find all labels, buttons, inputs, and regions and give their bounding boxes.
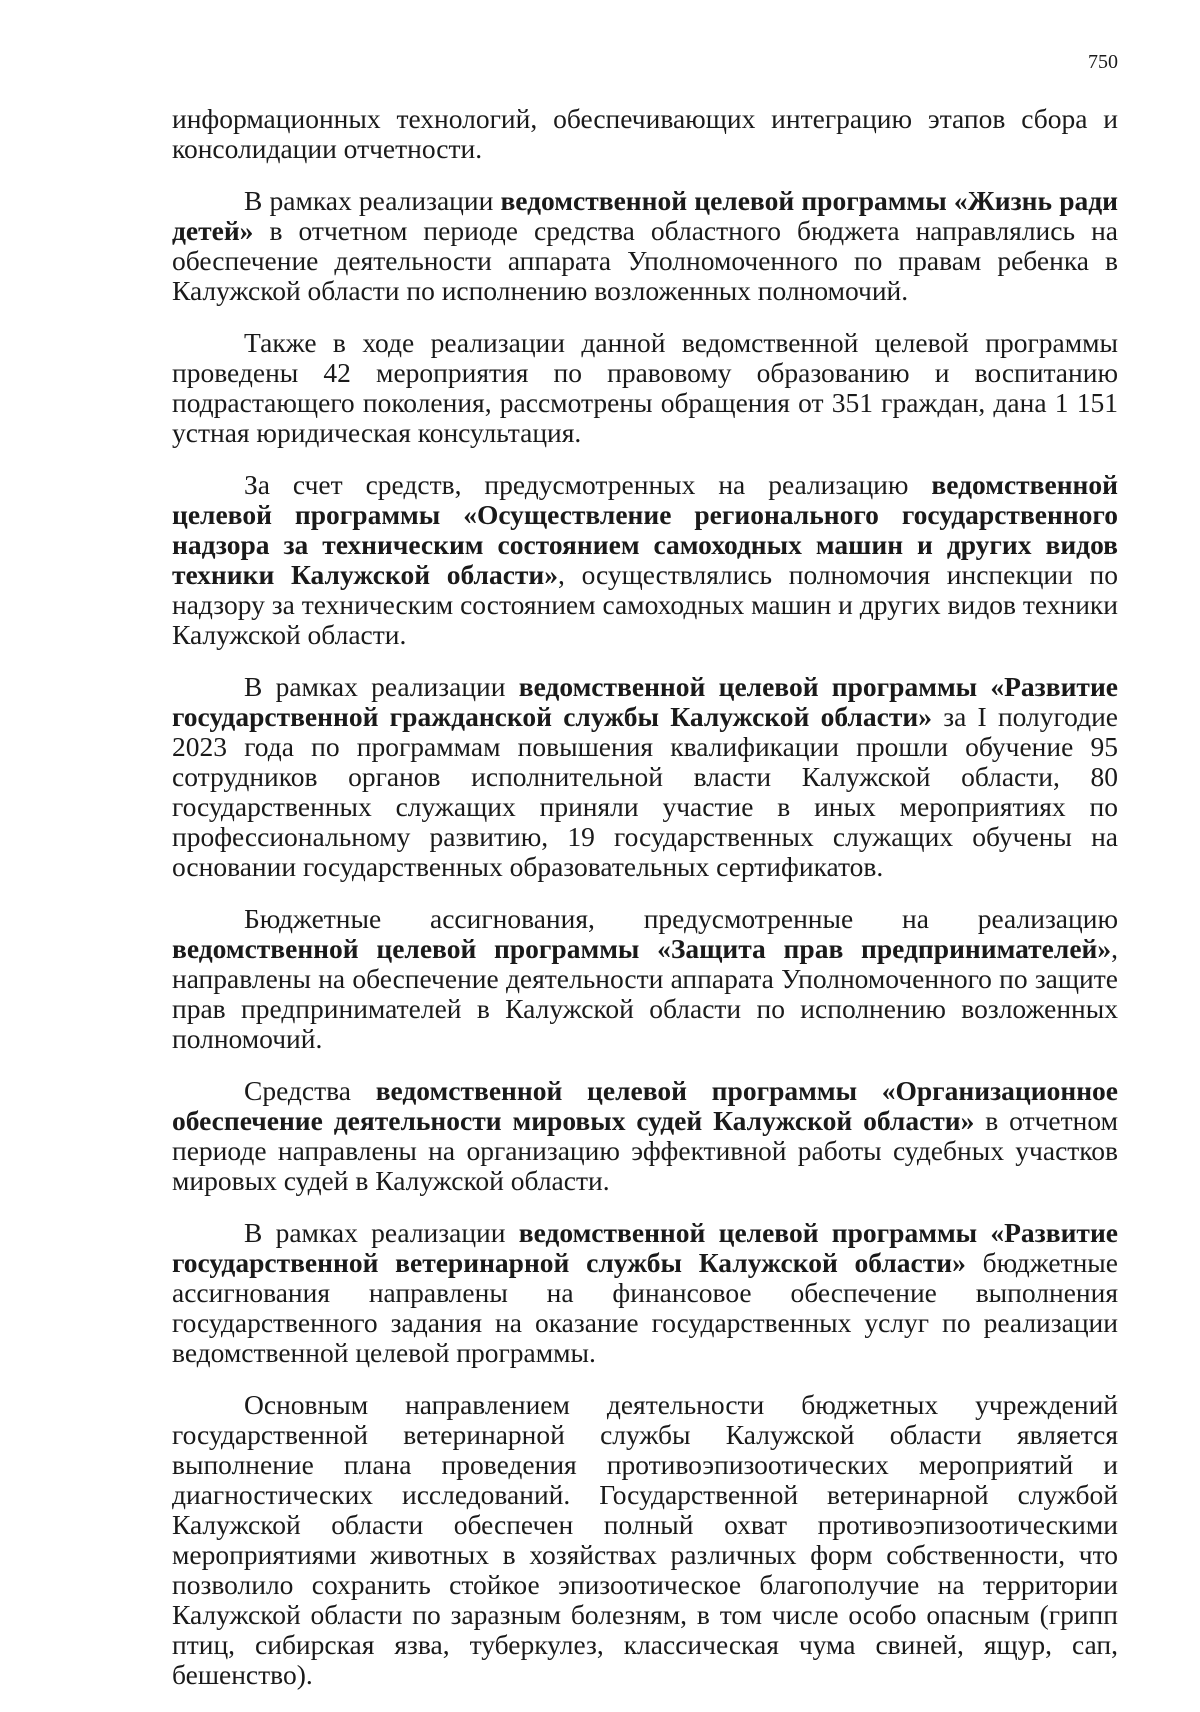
paragraph — [172, 1218, 1118, 1368]
text-segment: Основным направлением деятельности бюджетных учреждений государственной ветеринарной службы Калужской области является выполнение плана проведения противоэпизоотических мероприятий и диагностических исследований. Государственной ветеринарной службой Калужской области обеспечен полный охват противоэпизоотическими мероприятиями животных в хозяйствах различных форм собственности, что позволило сохранить стойкое эпизоотическое благополучие на территории Калужской области по заразным болезням, в том числе особо опасным (грипп птиц, сибирская язва, туберкулез, классическая чума свиней, ящур, сап, бешенство). — [172, 1389, 1118, 1690]
text-segment: В рамках реализации — [244, 185, 501, 216]
paragraph — [172, 328, 1118, 448]
bold-text-segment: ведомственной целевой программы «Защита прав предпринимателей» — [172, 933, 1112, 964]
bold-text-segment: ведомственной целевой программы «Организационное обеспечение деятельности мировых судей Калужской области» — [172, 1075, 1118, 1136]
text-segment: бюджетные ассигнования направлены на финансовое обеспечение выполнения государственного задания на оказание государственных услуг по реализации ведомственной целевой программы. — [172, 1247, 1118, 1368]
text-segment: , осуществлялись полномочия инспекции по надзору за техническим состоянием самоходных машин и других видов техники Калужской области. — [172, 559, 1118, 650]
paragraph — [172, 470, 1118, 650]
text-segment: в отчетном периоде направлены на организацию эффективной работы судебных участков мировых судей в Калужской области. — [172, 1105, 1118, 1196]
text-segment: В рамках реализации — [244, 1217, 519, 1248]
text-segment: За счет средств, предусмотренных на реализацию — [244, 469, 932, 500]
page-number: 750 — [1088, 51, 1118, 73]
text-segment: информационных технологий, обеспечивающих интеграцию этапов сбора и консолидации отчетности. — [172, 103, 1118, 164]
paragraph — [172, 104, 1118, 164]
bold-text-segment: ведомственной целевой программы «Развитие государственной гражданской службы Калужской области» — [172, 671, 1118, 732]
paragraph — [172, 672, 1118, 882]
bold-text-segment: ведомственной целевой программы «Осуществление регионального государственного надзора за техническим состоянием самоходных машин и других видов техники Калужской области» — [172, 469, 1118, 590]
text-segment: , направлены на обеспечение деятельности аппарата Уполномоченного по защите прав предпринимателей в Калужской области по исполнению возложенных полномочий. — [172, 933, 1118, 1054]
text-segment: за I полугодие 2023 года по программам повышения квалификации прошли обучение 95 сотрудников органов исполнительной власти Калужской области, 80 государственных служащих приняли участие в иных мероприятиях по профессиональному развитию, 19 государственных служащих обучены на основании государственных образовательных сертификатов. — [172, 701, 1118, 882]
paragraph — [172, 904, 1118, 1054]
text-segment: Также в ходе реализации данной ведомственной целевой программы проведены 42 мероприятия по правовому образованию и воспитанию подрастающего поколения, рассмотрены обращения от 351 граждан, дана 1 151 устная юридическая консультация. — [172, 327, 1118, 448]
paragraph — [172, 1390, 1118, 1690]
text-segment: В рамках реализации — [244, 671, 519, 702]
paragraph — [172, 186, 1118, 306]
paragraph — [172, 1076, 1118, 1196]
bold-text-segment: ведомственной целевой программы «Жизнь ради детей» — [172, 185, 1118, 246]
text-segment: Бюджетные ассигнования, предусмотренные на реализацию — [244, 903, 1118, 934]
text-segment: Средства — [244, 1075, 376, 1106]
document-body — [172, 104, 1118, 1712]
text-segment: в отчетном периоде средства областного бюджета направлялись на обеспечение деятельности аппарата Уполномоченного по правам ребенка в Калужской области по исполнению возложенных полномочий. — [172, 215, 1118, 306]
bold-text-segment: ведомственной целевой программы «Развитие государственной ветеринарной службы Калужской области» — [172, 1217, 1118, 1278]
